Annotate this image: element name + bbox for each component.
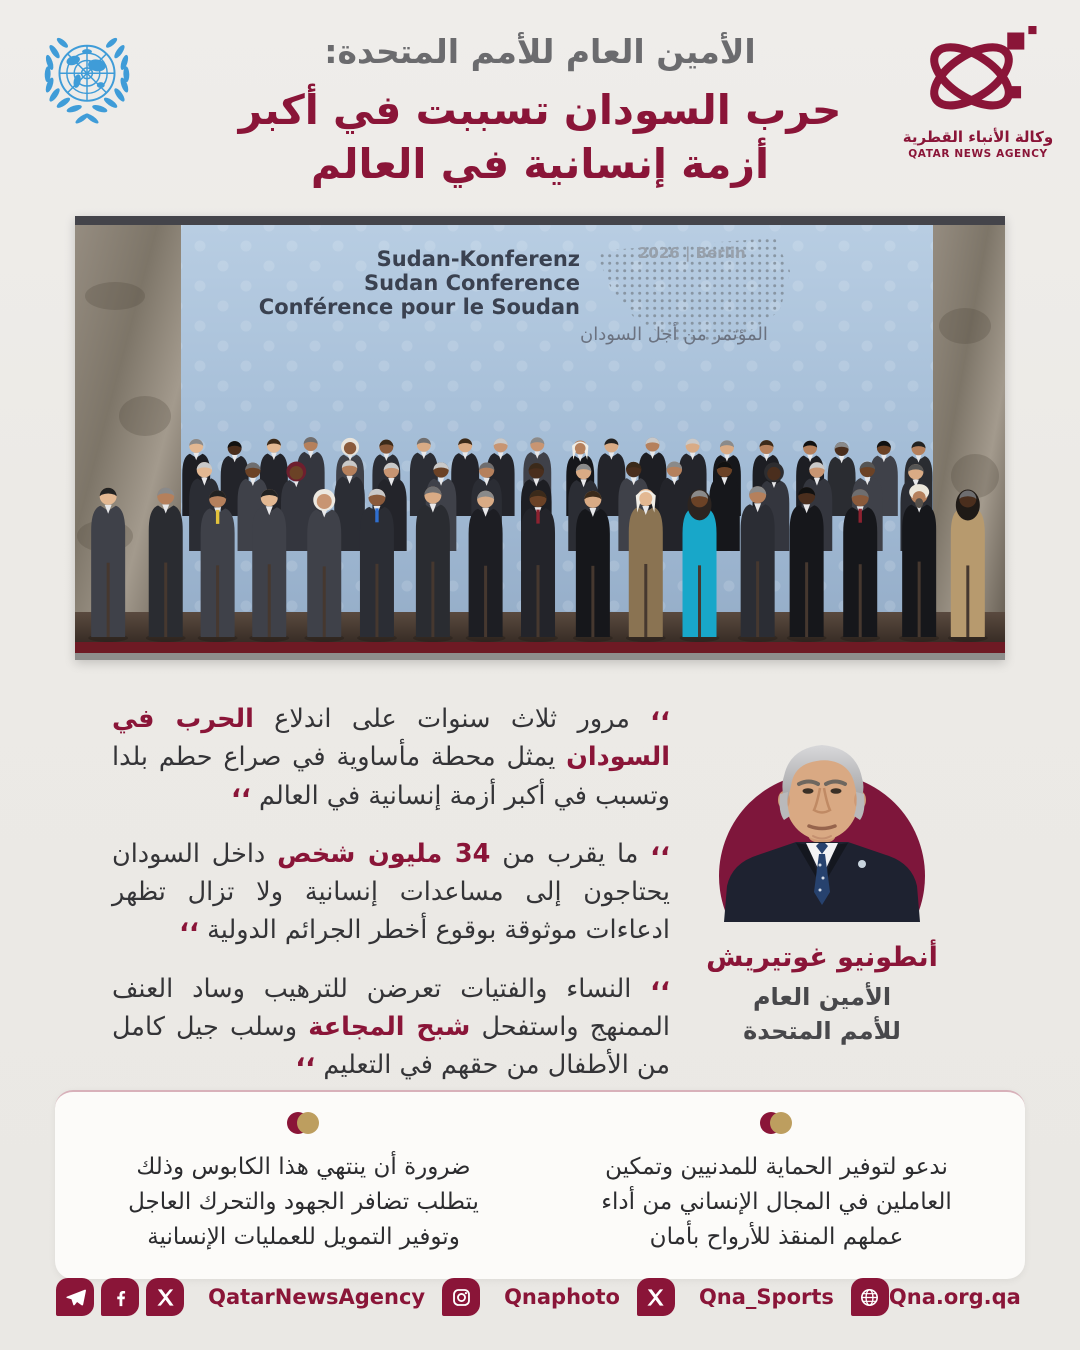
qna-logo <box>898 26 1058 160</box>
telegram-icon[interactable] <box>56 1278 94 1316</box>
headline-line-2: أزمة إنسانية في العالم <box>310 140 770 189</box>
dual-circle-bullet-icon <box>760 1112 794 1136</box>
x-icon[interactable] <box>146 1278 184 1316</box>
quote-highlight: 34 مليون شخص <box>277 838 491 869</box>
stage-maroon-strip <box>75 642 1005 653</box>
callout-card <box>55 1090 1025 1279</box>
headline-line-1: حرب السودان تسببت في أكبر <box>238 86 842 134</box>
quote-text: ما يقرب من <box>490 838 639 869</box>
handle-qna-sports[interactable]: Qna_Sports <box>698 1285 834 1309</box>
banner-year-city: 2026 | Berlin <box>638 244 746 262</box>
banner-line-ar: المؤتمر من أجل السودان <box>580 324 768 345</box>
x-icon[interactable] <box>637 1278 675 1316</box>
handle-qna-org-qa[interactable]: Qna.org.qa <box>888 1285 1021 1309</box>
banner-line-en: Sudan Conference <box>364 271 580 295</box>
handle-qnaphoto[interactable]: Qnaphoto <box>504 1285 620 1309</box>
social-footer <box>0 1278 1080 1316</box>
quote-text: النساء والفتيات تعرضن للترهيب وساد العنف الممنهج واستفحل <box>112 973 670 1042</box>
globe-icon[interactable] <box>851 1278 889 1316</box>
speaker-block <box>672 724 972 1048</box>
quote-text: داخل السودان يحتاجون إلى مساعدات إنسانية ولا تزال تظهر ادعاءات موثوقة بوقوع أخطر الجرائم الدولية <box>112 838 670 946</box>
speaker-title-line-1: الأمين العام <box>752 983 892 1011</box>
instagram-icon[interactable] <box>442 1278 480 1316</box>
callout-left <box>67 1112 540 1255</box>
quote-text: يمثل محطة مأساوية في صراع حطم بلدا وتسبب في أكبر أزمة إنسانية في العالم <box>112 742 670 811</box>
stage-edge <box>75 653 1005 660</box>
callout-text: ضرورة أن ينتهي هذا الكابوس وذلك يتطلب تضافر الجهود والتحرك العاجل وتوفير التمويل للعمليات الإنسانية <box>128 1154 479 1250</box>
quote-text: وسلب جيل كامل من الأطفال من حقهم في التعليم <box>112 1011 670 1080</box>
quote-highlight: الحرب في السودان <box>112 704 670 773</box>
dual-circle-bullet-icon <box>287 1112 321 1136</box>
callout-text: ندعو لتوفير الحماية للمدنيين وتمكين العاملين في المجال الإنساني من أداء عملهم المنقذ للأرواح بأمان <box>601 1154 952 1250</box>
qna-name-arabic: وكالة الأنباء القطرية <box>902 127 1054 146</box>
quote-3: ،، النساء والفتيات تعرضن للترهيب وساد العنف الممنهج واستفحل شبح المجاعة وسلب جيل كامل من الأطفال من حقهم في التعليم ،، <box>112 966 671 1080</box>
facebook-icon[interactable] <box>101 1278 139 1316</box>
qna-name-english: QATAR NEWS AGENCY <box>908 147 1048 160</box>
photo-top-frame <box>75 216 1005 225</box>
callout-right <box>540 1112 1013 1255</box>
conference-photo <box>75 216 1005 660</box>
qna-mark-icon <box>913 26 1043 122</box>
crowd-of-delegates <box>88 437 988 642</box>
handle-qatarnewsagency[interactable]: QatarNewsAgency <box>208 1285 426 1309</box>
banner-line-de: Sudan-Konferenz <box>376 247 580 271</box>
guterres-portrait <box>716 724 928 922</box>
speaker-title-line-2: للأمم المتحدة <box>743 1016 901 1045</box>
quote-2: ،، ما يقرب من 34 مليون شخص داخل السودان يحتاجون إلى مساعدات إنسانية ولا تزال تظهر ادعاءات موثوقة بوقوع أخطر الجرائم الدولية ،، <box>112 831 671 946</box>
un-logo-icon <box>28 30 146 132</box>
banner-line-fr: Conférence pour le Soudan <box>258 295 580 319</box>
quote-highlight: شبح المجاعة <box>308 1011 471 1042</box>
quote-1: ،، مرور ثلاث سنوات على اندلاع الحرب في السودان يمثل محطة مأساوية في صراع حطم بلدا وتسبب في أكبر أزمة إنسانية في العالم ،، <box>112 697 671 811</box>
quote-text: مرور ثلاث سنوات على اندلاع <box>253 704 630 734</box>
headline-kicker: الأمين العام للأمم المتحدة: <box>324 32 756 71</box>
quotes-section <box>112 697 671 1104</box>
speaker-name: أنطونيو غوتيريش <box>706 942 938 973</box>
headline-block <box>190 32 890 191</box>
